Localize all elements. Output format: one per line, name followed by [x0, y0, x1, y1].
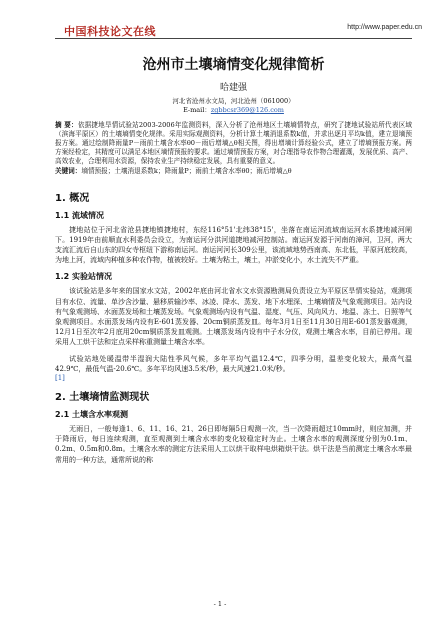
page-number: - 1 - [213, 600, 227, 608]
abstract-text: 依据捷地旱情试验站2003-2006年监测资料，深入分析了沧州地区土壤墒情特点，研究了捷地试验站所代表区域（滨海平原区）的土壤墒情变化规律。采用实际观测资料，分析计算土壤消退系数k值，并求出逐月平均k值，建立退墒预报方案。通过绘制降雨量P－雨前土壤含水率θ0－雨后增墒△θ相关图，得出增墒计算经验公式，建立了增墒预报方案。两方案经检定，其精度可以满足本地区墒情预报的要求。通过墒情预报方案，对合理指导农作物合理灌溉，发展优质、高产、高效农业，合理利用水资源，保持农业生产持续稳定发展，具有重要的意义。 [55, 121, 412, 166]
keywords-label: 关键词： [55, 167, 82, 176]
page-header [0, 0, 440, 38]
abstract [55, 121, 412, 166]
section-2-1-text: 无雨日，一般每逢1、6、11、16、21、26日即每隔5日观测一次，当一次降雨超过10mm时，则应加测，并于降雨后，每日连续观测，直至观测到土壤含水率的变化较稳定时为止。土壤含水率的观测深度分别为0.1m、0.2m、0.5m和0.8m。土壤含水率的测定方法采用人工以烘干取样电烘箱烘干法。烘干法是当前测定土壤含水率最常用的一种方法，通常所说的称 [55, 425, 412, 464]
site-logo[interactable]: 中国科技论文在线 [64, 25, 156, 38]
email-label: E-mail： [183, 106, 211, 114]
climate-text: 试验站地处暖温带半湿润大陆性季风气候，多年平均气温12.4℃，四季分明，温差变化较大，最高气温42.9℃，最低气温-20.6℃。多年平均风速3.5米/秒，最大风速21.0米/秒。 [55, 354, 412, 373]
keywords-text: 墒情预报；土壤消退系数k；降雨量P；雨前土壤含水率θ0；雨后增墒△θ [81, 167, 292, 176]
email-line [55, 106, 412, 115]
section-1-1-text: 捷地站位于河北省沧县捷地镇捷地村，东经116°51'北纬38°15'，坐落在南运河流域南运河水系捷地减河闸下。1919年由前顺直水利委员会设立，为南运河分洪河道捷地减河控制站。南运河发源于河南的漳河，卫河，两大支流汇流后自山东的四女寺枢纽下游称南运河。南运河河长309公里，该流域地势西南高、东北低，平原河底较高，为地上河，流域内种植多种农作物，植被较好。土壤为粘土，壤土，冲淤变化小，水土流失不严重。 [55, 225, 412, 265]
section-1-2-heading: 1.2 实验站情况 [55, 272, 112, 282]
section-1-1-heading: 1.1 流域情况 [55, 210, 104, 220]
header-rule [55, 38, 412, 39]
citation-ref-1[interactable]: [1] [55, 374, 65, 382]
author-affiliation: 河北省沧州水文局，河北沧州（061000） [172, 97, 295, 105]
keywords [55, 167, 412, 176]
section-1-2-text: 该试验站是多年来的国家水文站，2002年底由河北省水文水资源勘测局负责设立为平原区旱情实验站，观测项目有水位、流量、单沙含沙量、悬移质输沙率、冰凌、降水、蒸发、地下水埋深、土壤墒情及气象观测项目。站内设有气象观测场、水面蒸发场和土壤蒸发场。气象观测场内设有气温、湿度、气压、风向风力、地温、冻土、日照等气象观测项目。水面蒸发场内设有E-601蒸发器、20cm铜质蒸发皿。每年3月1日至11月30日用E-601蒸发器观测，12月1日至次年2月底用20cm铜质蒸发皿观测。土壤蒸发场内设有中子水分仪，观测土壤含水率，目前已停用。现采用人工烘干法和定点采样称重测量土壤含水率。 [55, 287, 412, 347]
section-2-1-heading: 2.1 土壤含水率观测 [55, 410, 128, 419]
site-url[interactable]: http://www.paper.edu.cn [347, 24, 422, 31]
paper-author: 哈建强 [219, 83, 247, 93]
paper-content [55, 54, 412, 471]
section-1-heading: 1. 概况 [55, 192, 90, 204]
paper-title: 沧州市土壤墒情变化规律简析 [142, 57, 325, 73]
section-2-heading: 2. 土壤墒情监测现状 [55, 392, 150, 403]
email-link[interactable]: zgbbcsr369@126.com [210, 106, 284, 114]
abstract-label: 摘 要： [55, 121, 78, 129]
section-1-2-text-2 [55, 354, 412, 374]
